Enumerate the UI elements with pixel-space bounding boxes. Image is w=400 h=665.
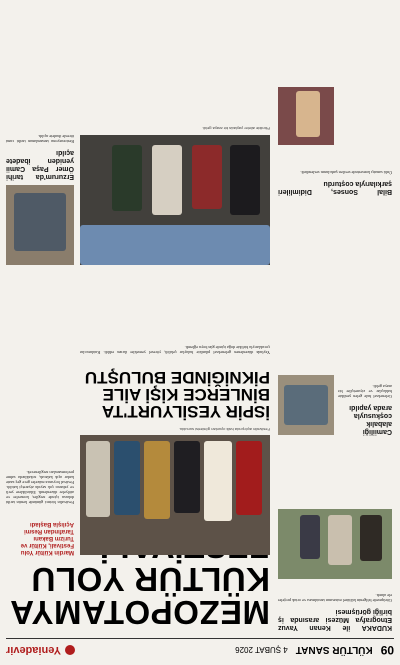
second-title-line-2: BİNLERCE KİŞİ AİLE xyxy=(102,385,270,404)
second-title-line-3: PİKNİĞİNDE BULUŞTU xyxy=(84,368,270,387)
second-story-photo xyxy=(80,135,270,265)
second-story-body-text: Yaylada düzenlenen geleneksel piknikte halaylar çekildi, yöresel yemekler ikram edildi. Katılımcılar çocuklarıyla birlikte doğa içinde gün boyu eğlendi. xyxy=(80,345,270,355)
header-rule xyxy=(6,638,394,639)
brand-name: Yeniadevir xyxy=(6,644,62,656)
main-story-body-text: Festivalin birinci gününde kentin tarihi dokusu içinde sergiler, konserler ve atölyeler düzenlendi. Etkinliklere yerli ve yabancı çok sayıda ziyaretçi katıldı. Festival boyunca müzeler gece geç saate kadar açık kalacak, sokaklarda sahne performansları sergilenecek. xyxy=(5,470,74,505)
side-story-2-body: Geleneksel hale gelen şenlikte balıkçılar ve ziyaretçiler bir araya geldi. xyxy=(338,384,392,399)
second-title-line-1: İSPİR YESİLYURT'TA xyxy=(101,402,270,421)
side-story-4-headline: Erzurum'da tarihi Ömer Paşa Camii yeniden ibadete açıldı xyxy=(6,149,74,180)
side-story-3-headline: Bilal Sonses, Didimlileri şarkılarıyla coşturdu xyxy=(278,180,392,195)
main-photo-caption: Festivalin açılışında halk oyunları gösterisi sunuldu. xyxy=(178,427,270,432)
issue-date: 4 ŞUBAT 2026 xyxy=(235,645,288,655)
side-story-3-body: Ünlü sanatçı konserinde sevilen şarkılarını seslendirdi. xyxy=(300,170,392,175)
main-title-line-1: MEZOPOTAMYA KÜLTÜR YOLU xyxy=(10,561,270,631)
side-story-3-photo xyxy=(278,87,334,145)
side-story-2-photo xyxy=(278,375,334,435)
section-name: KÜLTÜR SANAT xyxy=(295,644,373,656)
side-story-4-photo xyxy=(6,185,74,265)
main-story-body xyxy=(6,275,74,505)
page-header xyxy=(6,641,394,659)
side-story-1-body: Görüşmede bölgenin kültürel mirasının tanıtılması ve ortak projeler ele alındı. xyxy=(278,593,392,603)
brand-logo-icon xyxy=(65,645,75,655)
side-story-1-photo xyxy=(278,509,392,579)
page-number: 09 xyxy=(380,643,394,657)
side-story-4 xyxy=(6,20,74,180)
second-story-body xyxy=(80,275,270,355)
side-story-2-headline: Camiiliği alabalık coşkusuyla arada yapıldı xyxy=(349,404,392,435)
second-photo-caption: Piknikte aileler yaylada bir araya geldi. xyxy=(201,126,270,131)
side-story-4-body: Restorasyonu tamamlanan tarihi cami törenle ibadete açıldı. xyxy=(6,134,74,144)
main-story-kicker: Mardin Kültür Yolu Festivali, Kültür ve Turizm Bakanı Tarafından Resmi Açılışla Başladı xyxy=(20,521,74,555)
side-story-1-headline: KUDAKA ile Kenan Yavuz Etnografya Müzesi arasında iş birliği görüşmesi xyxy=(278,608,392,631)
main-story-photo xyxy=(80,435,270,555)
second-story-title xyxy=(80,369,270,420)
side-story-2 xyxy=(338,265,392,435)
